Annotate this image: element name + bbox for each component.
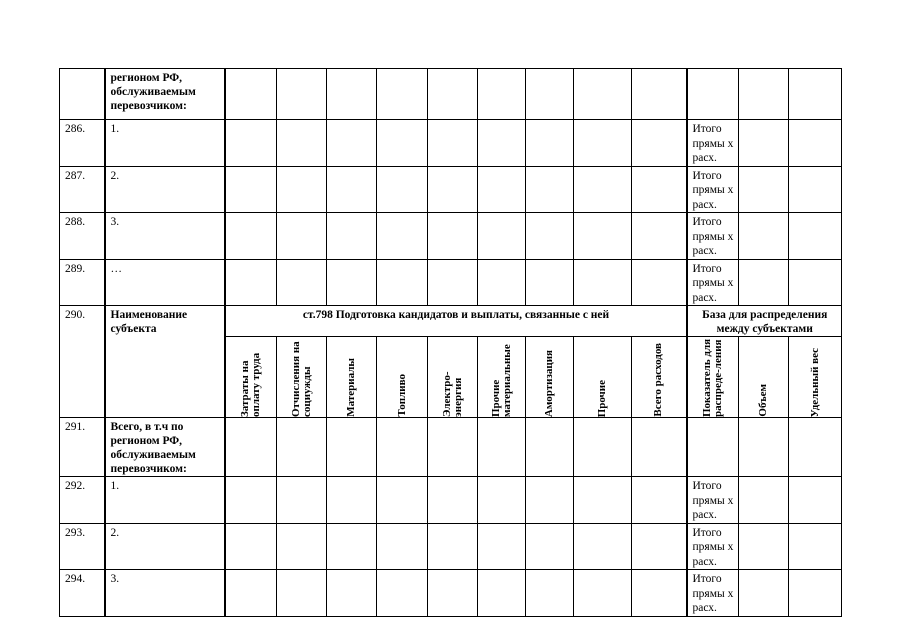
table-cell bbox=[632, 477, 687, 524]
table-cell bbox=[327, 523, 377, 570]
table-cell bbox=[277, 418, 327, 477]
table-cell bbox=[277, 477, 327, 524]
table-row bbox=[60, 166, 842, 213]
table-cell bbox=[428, 120, 478, 167]
table-cell bbox=[478, 477, 526, 524]
table-cell bbox=[428, 523, 478, 570]
row-name: 3. bbox=[105, 213, 225, 260]
row-number: 291. bbox=[60, 418, 105, 477]
table-cell bbox=[225, 570, 277, 617]
table-cell bbox=[225, 213, 277, 260]
table-cell bbox=[574, 418, 632, 477]
table-cell bbox=[478, 259, 526, 306]
table-row bbox=[60, 570, 842, 617]
table-cell bbox=[789, 120, 842, 167]
table-cell bbox=[478, 418, 526, 477]
table-cell bbox=[574, 477, 632, 524]
table-cell bbox=[377, 166, 428, 213]
table-cell bbox=[377, 570, 428, 617]
base-indicator: Итого прямы х расх. bbox=[687, 259, 739, 306]
table-cell bbox=[526, 477, 574, 524]
table-cell bbox=[574, 213, 632, 260]
table-cell bbox=[574, 120, 632, 167]
base-column-header: Удельный вес bbox=[789, 337, 842, 418]
row-name: … bbox=[105, 259, 225, 306]
table-cell bbox=[739, 523, 789, 570]
table-cell bbox=[277, 120, 327, 167]
table-cell bbox=[526, 418, 574, 477]
table-cell bbox=[789, 523, 842, 570]
table-cell bbox=[277, 213, 327, 260]
table-cell bbox=[277, 523, 327, 570]
table-cell bbox=[574, 259, 632, 306]
table-cell bbox=[377, 418, 428, 477]
row-number: 290. bbox=[60, 306, 105, 418]
base-column-header: Объем bbox=[739, 337, 789, 418]
table-cell bbox=[739, 570, 789, 617]
table-cell bbox=[574, 166, 632, 213]
table-cell bbox=[225, 259, 277, 306]
column-header: Топливо bbox=[377, 337, 428, 418]
table-cell bbox=[428, 213, 478, 260]
row-number: 294. bbox=[60, 570, 105, 617]
table-cell bbox=[789, 418, 842, 477]
table-header-row bbox=[60, 306, 842, 337]
row-name: 2. bbox=[105, 166, 225, 213]
column-header: Прочие bbox=[574, 337, 632, 418]
row-number: 293. bbox=[60, 523, 105, 570]
table-cell bbox=[632, 259, 687, 306]
table-row bbox=[60, 213, 842, 260]
table-cell bbox=[789, 259, 842, 306]
table-cell bbox=[789, 477, 842, 524]
base-indicator: Итого прямы х расх. bbox=[687, 166, 739, 213]
row-number: 287. bbox=[60, 166, 105, 213]
base-indicator: Итого прямы х расх. bbox=[687, 120, 739, 167]
table-cell bbox=[739, 120, 789, 167]
table-cell bbox=[632, 120, 687, 167]
table-cell bbox=[526, 570, 574, 617]
table-row bbox=[60, 259, 842, 306]
table-cell bbox=[526, 259, 574, 306]
table-cell bbox=[277, 259, 327, 306]
table-cell bbox=[574, 570, 632, 617]
table-cell bbox=[225, 120, 277, 167]
table-cell bbox=[327, 213, 377, 260]
table-cell bbox=[687, 418, 739, 477]
table-cell bbox=[632, 418, 687, 477]
table-cell bbox=[526, 213, 574, 260]
table-cell bbox=[789, 213, 842, 260]
subject-header: Наименование субъекта bbox=[105, 306, 225, 418]
column-header: Амортизация bbox=[526, 337, 574, 418]
table-cell bbox=[739, 166, 789, 213]
column-header: Затраты на оплату труда bbox=[225, 337, 277, 418]
table-cell bbox=[377, 213, 428, 260]
table-cell bbox=[526, 120, 574, 167]
table-cell bbox=[428, 477, 478, 524]
table-cell bbox=[225, 523, 277, 570]
base-indicator: Итого прямы х расх. bbox=[687, 213, 739, 260]
table-cell bbox=[225, 166, 277, 213]
table-cell bbox=[327, 120, 377, 167]
table-cell bbox=[327, 259, 377, 306]
article-header: ст.798 Подготовка кандидатов и выплаты, связанные с ней bbox=[225, 306, 687, 337]
table-row bbox=[60, 523, 842, 570]
table-cell bbox=[739, 259, 789, 306]
table-cell bbox=[277, 570, 327, 617]
table-cell bbox=[277, 166, 327, 213]
table-row bbox=[60, 477, 842, 524]
table-cell bbox=[739, 477, 789, 524]
column-header: Всего расходов bbox=[632, 337, 687, 418]
row-number: 286. bbox=[60, 120, 105, 167]
table-cell bbox=[428, 259, 478, 306]
base-column-header: Показатель для распреде-ления bbox=[687, 337, 739, 418]
base-indicator: Итого прямы х расх. bbox=[687, 523, 739, 570]
row-number: 292. bbox=[60, 477, 105, 524]
row-label: Всего, в т.ч по регионом РФ, обслуживаемым перевозчиком: bbox=[105, 418, 225, 477]
table-cell bbox=[739, 213, 789, 260]
table-cell bbox=[478, 213, 526, 260]
table-cell bbox=[327, 570, 377, 617]
table-cell bbox=[327, 418, 377, 477]
column-header: Материалы bbox=[327, 337, 377, 418]
row-name: 1. bbox=[105, 120, 225, 167]
row-name: 2. bbox=[105, 523, 225, 570]
table-row bbox=[60, 120, 842, 167]
base-header: База для распределения между субъектами bbox=[687, 306, 842, 337]
table-cell bbox=[478, 523, 526, 570]
table-cell bbox=[225, 418, 277, 477]
table-cell bbox=[377, 477, 428, 524]
table-row bbox=[60, 418, 842, 477]
table-cell bbox=[632, 570, 687, 617]
table-cell bbox=[327, 166, 377, 213]
table-cell bbox=[632, 166, 687, 213]
table-cell bbox=[377, 120, 428, 167]
table-cell bbox=[632, 213, 687, 260]
table-cell bbox=[377, 523, 428, 570]
table-cell bbox=[428, 570, 478, 617]
table-cell bbox=[526, 166, 574, 213]
table-cell bbox=[478, 120, 526, 167]
table-cell bbox=[789, 166, 842, 213]
table-cell bbox=[225, 477, 277, 524]
cost-distribution-table bbox=[59, 68, 842, 617]
row-name: 3. bbox=[105, 570, 225, 617]
table-cell bbox=[526, 523, 574, 570]
table-cell bbox=[428, 418, 478, 477]
column-header: Электро-энергия bbox=[428, 337, 478, 418]
table-cell bbox=[428, 166, 478, 213]
table-cell bbox=[632, 523, 687, 570]
column-header: Отчисления на социужды bbox=[277, 337, 327, 418]
base-indicator: Итого прямы х расх. bbox=[687, 570, 739, 617]
table-cell bbox=[739, 418, 789, 477]
table-cell bbox=[789, 570, 842, 617]
base-indicator: Итого прямы х расх. bbox=[687, 477, 739, 524]
table-cell bbox=[574, 523, 632, 570]
table-cell bbox=[478, 166, 526, 213]
table-cell bbox=[327, 477, 377, 524]
table-row bbox=[60, 69, 842, 120]
row-name: 1. bbox=[105, 477, 225, 524]
row-number: 289. bbox=[60, 259, 105, 306]
table-cell bbox=[377, 259, 428, 306]
row-number: 288. bbox=[60, 213, 105, 260]
column-header: Прочие материальные bbox=[478, 337, 526, 418]
table-cell bbox=[478, 570, 526, 617]
row-label: регионом РФ, обслуживаемым перевозчиком: bbox=[105, 69, 225, 120]
